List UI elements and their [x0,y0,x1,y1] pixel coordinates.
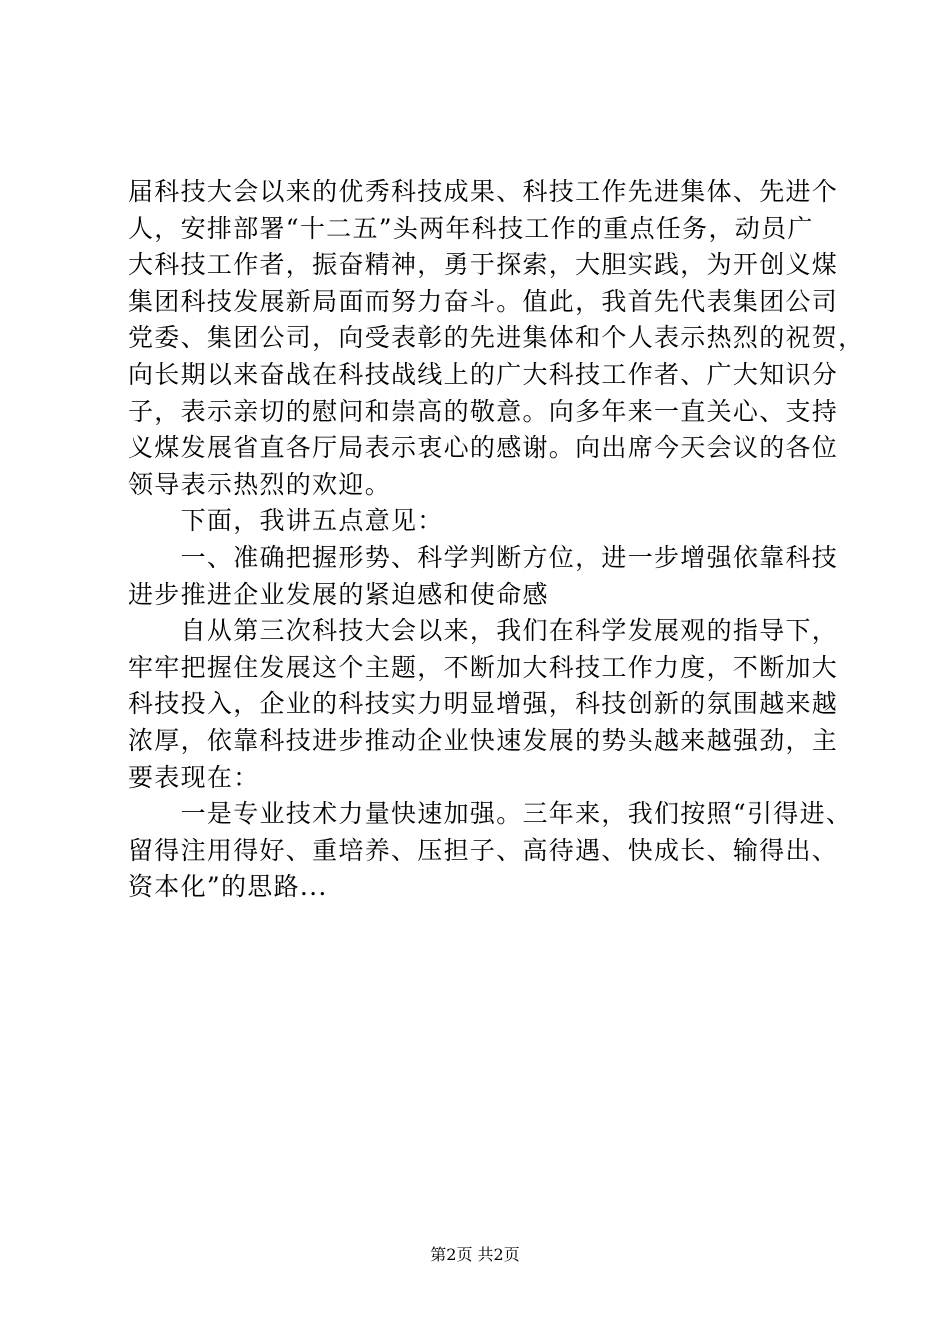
text-line: 留得注用得好、重培养、压担子、高待遇、快成长、输得出、 [128,835,839,865]
text-line: 浓厚，依靠科技进步推动企业快速发展的势头越来越强劲，主 [128,725,839,755]
text-line: 向长期以来奋战在科技战线上的广大科技工作者、广大知识分 [128,359,839,389]
text-line: 大科技工作者，振奋精神，勇于探索，大胆实践，为开创义煤 [128,250,839,280]
text-line: 人，安排部署“十二五”头两年科技工作的重点任务，动员广 [128,213,814,243]
section-heading-line: 进步推进企业发展的紧迫感和使命感 [128,579,549,609]
text-line: 子，表示亲切的慰问和崇高的敬意。向多年来一直关心、支持 [128,396,839,426]
text-line: 义煤发展省直各厅局表示衷心的感谢。向出席今天会议的各位 [128,433,839,463]
text-line: 自从第三次科技大会以来，我们在科学发展观的指导下， [128,616,839,646]
text-line: 届科技大会以来的优秀科技成果、科技工作先进集体、先进个 [128,177,839,206]
text-line: 牢牢把握住发展这个主题，不断加大科技工作力度，不断加大 [128,652,839,682]
section-heading-line: 一、准确把握形势、科学判断方位，进一步增强依靠科技 [128,542,839,572]
text-line: 科技投入，企业的科技实力明显增强，科技创新的氛围越来越 [128,689,839,719]
page-number-footer: 第2页 共2页 [430,1245,520,1264]
text-line: 资本化”的思路... [128,872,328,902]
text-line: 下面，我讲五点意见： [128,506,444,536]
text-line: 党委、集团公司，向受表彰的先进集体和个人表示热烈的祝贺， [128,323,865,353]
text-line: 一是专业技术力量快速加强。三年来，我们按照“引得进、 [128,799,853,829]
text-line: 集团科技发展新局面而努力奋斗。值此，我首先代表集团公司 [128,286,839,316]
text-line: 领导表示热烈的欢迎。 [128,469,392,499]
text-line: 要表现在： [128,762,260,792]
body-text [128,174,865,906]
